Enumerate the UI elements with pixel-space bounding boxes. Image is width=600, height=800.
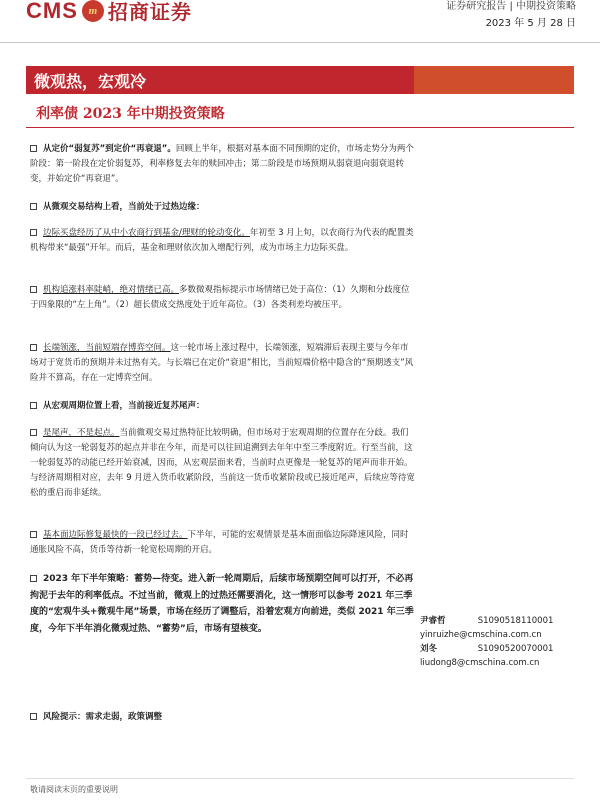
section-1	[30, 142, 415, 187]
logo-en: CMS	[26, 0, 78, 23]
section-lead: 从宏观周期位置上看，当前接近复苏尾声：	[43, 401, 205, 411]
section-lead: 边际买盘经历了从中小农商行到基金/理财的轮动变化。	[43, 228, 250, 238]
section-lead: 机构追涨料率陡峭，绝对情绪已高。	[43, 285, 180, 295]
section-text: 进入新一轮周期后，后续市场预期空间可以打开，不必再拘泥于去年的利率低点。不过当前，微观上的过热还需要消化，这一情形可以参考 2021 年三季度的“宏观牛头+微观牛尾”场景，市场在经历了调整后，沿着宏观方向前进，类似 2021 年三季度，今年下半年消化微观过热、“蓄势”后，市场有望核变。	[30, 574, 414, 634]
section-text: 多数微观指标提示市场情绪已处于高位：（1）久期和分歧度位于四象限的“左上角”。（2）超长债成交热度处于近年高位。（3）各类利差均被压平。	[30, 285, 410, 310]
checkbox-bullet-icon	[30, 344, 37, 351]
report-date: 2023 年 5 月 28 日	[485, 18, 576, 29]
checkbox-bullet-icon	[30, 203, 37, 210]
section-text: 当前微观交易过热特征比较明确，但市场对于宏观周期的位置存在分歧。我们倾向认为这一轮弱复苏的起点并非在今年，而是可以往回追溯到去年年中至三季度附近。行至当前，这一轮弱复苏的动能已经开始衰减，因而，从宏观层面来看，当前时点更像是一轮复苏的尾声而非开始。与经济周期相对应，去年 9 月进入货币收紧阶段，当前这一货币收紧阶段或已接近尾声，后续应等待宽松的重启而非延续。	[30, 428, 415, 498]
section-text: 年初至 3 月上旬，以农商行为代表的配置类机构带来“最强”开年。而后，基金和理财依次加入增配行列，成为市场主力边际买盘。	[30, 228, 414, 253]
report-title: 微观热，宏观冷	[34, 72, 147, 91]
analyst-row	[420, 642, 580, 656]
section-7	[30, 426, 415, 501]
section-4	[30, 283, 415, 313]
section-lead: 风险提示：需求走弱，政策调整	[43, 712, 163, 722]
section-6	[30, 399, 415, 414]
divider	[26, 127, 574, 128]
checkbox-bullet-icon	[30, 713, 37, 720]
report-type: 证券研究报告 | 中期投资策略	[446, 1, 576, 12]
analyst-email[interactable]: yinruizhe@cmschina.com.cn	[420, 630, 542, 640]
analyst-id: S1090520070001	[477, 644, 554, 654]
checkbox-bullet-icon	[30, 286, 37, 293]
checkbox-bullet-icon	[30, 229, 37, 236]
logo-cn: 招商证券	[107, 0, 192, 24]
checkbox-bullet-icon	[30, 145, 37, 152]
footer-note: 敬请阅读末页的重要说明	[30, 785, 118, 794]
section-3	[30, 226, 415, 256]
section-lead: 从定价“弱复苏”到定价“再衰退”。	[43, 144, 176, 154]
analyst-email[interactable]: liudong8@cmschina.com.cn	[420, 658, 540, 668]
section-lead: 长端领涨，当前短端存博弈空间。	[43, 343, 171, 353]
analyst-name: 刘冬	[420, 644, 438, 654]
section-text: 这一轮市场上涨过程中，长端领涨，短端滞后表现主要与今年市场对于宽货币的预期并未过热有关。与长端已在定价“衰退”相比，当前短端价格中隐含的“预期透支”风险并不算高，存在一定博弈空间。	[30, 343, 414, 383]
analyst-name: 尹睿哲	[420, 616, 446, 626]
checkbox-bullet-icon	[30, 402, 37, 409]
section-2	[30, 200, 415, 215]
logo-emblem-icon: m	[82, 0, 104, 22]
section-text: 回顾上半年，根据对基本面不同预期的定价，市场走势分为两个阶段：第一阶段在定价弱复苏，利率修复去年的赎回冲击；第二阶段是市场预期从弱衰退向弱衰退转变，并始定价“再衰退”。	[30, 144, 414, 184]
section-5	[30, 341, 415, 386]
section-lead: 2023 年下半年策略：蓄势—待变。	[43, 574, 189, 584]
analyst-id: S1090518110001	[477, 616, 554, 626]
section-lead: 从微观交易结构上看，当前处于过热边缘：	[43, 202, 205, 212]
checkbox-bullet-icon	[30, 531, 37, 538]
section-lead: 基本面边际修复最快的一段已经过去。	[43, 530, 188, 540]
title-banner	[26, 66, 574, 94]
checkbox-bullet-icon	[30, 429, 37, 436]
section-text: 下半年，可能的宏观情景是基本面面临边际降速风险，同时通胀风险不高，货币等待新一轮宽松周期的开启。	[30, 530, 409, 555]
section-8	[30, 528, 415, 558]
report-subtitle: 利率债 2023 年中期投资策略	[36, 106, 225, 122]
checkbox-bullet-icon	[30, 575, 37, 582]
section-9	[30, 571, 420, 637]
page-header	[0, 0, 600, 43]
banner-accent	[414, 66, 574, 94]
footer-divider	[26, 778, 574, 779]
company-logo	[26, 0, 192, 25]
section-10	[30, 710, 415, 725]
section-lead: 是尾声，不是起点。	[43, 428, 120, 438]
analyst-row	[420, 614, 580, 628]
analyst-panel	[420, 614, 580, 670]
